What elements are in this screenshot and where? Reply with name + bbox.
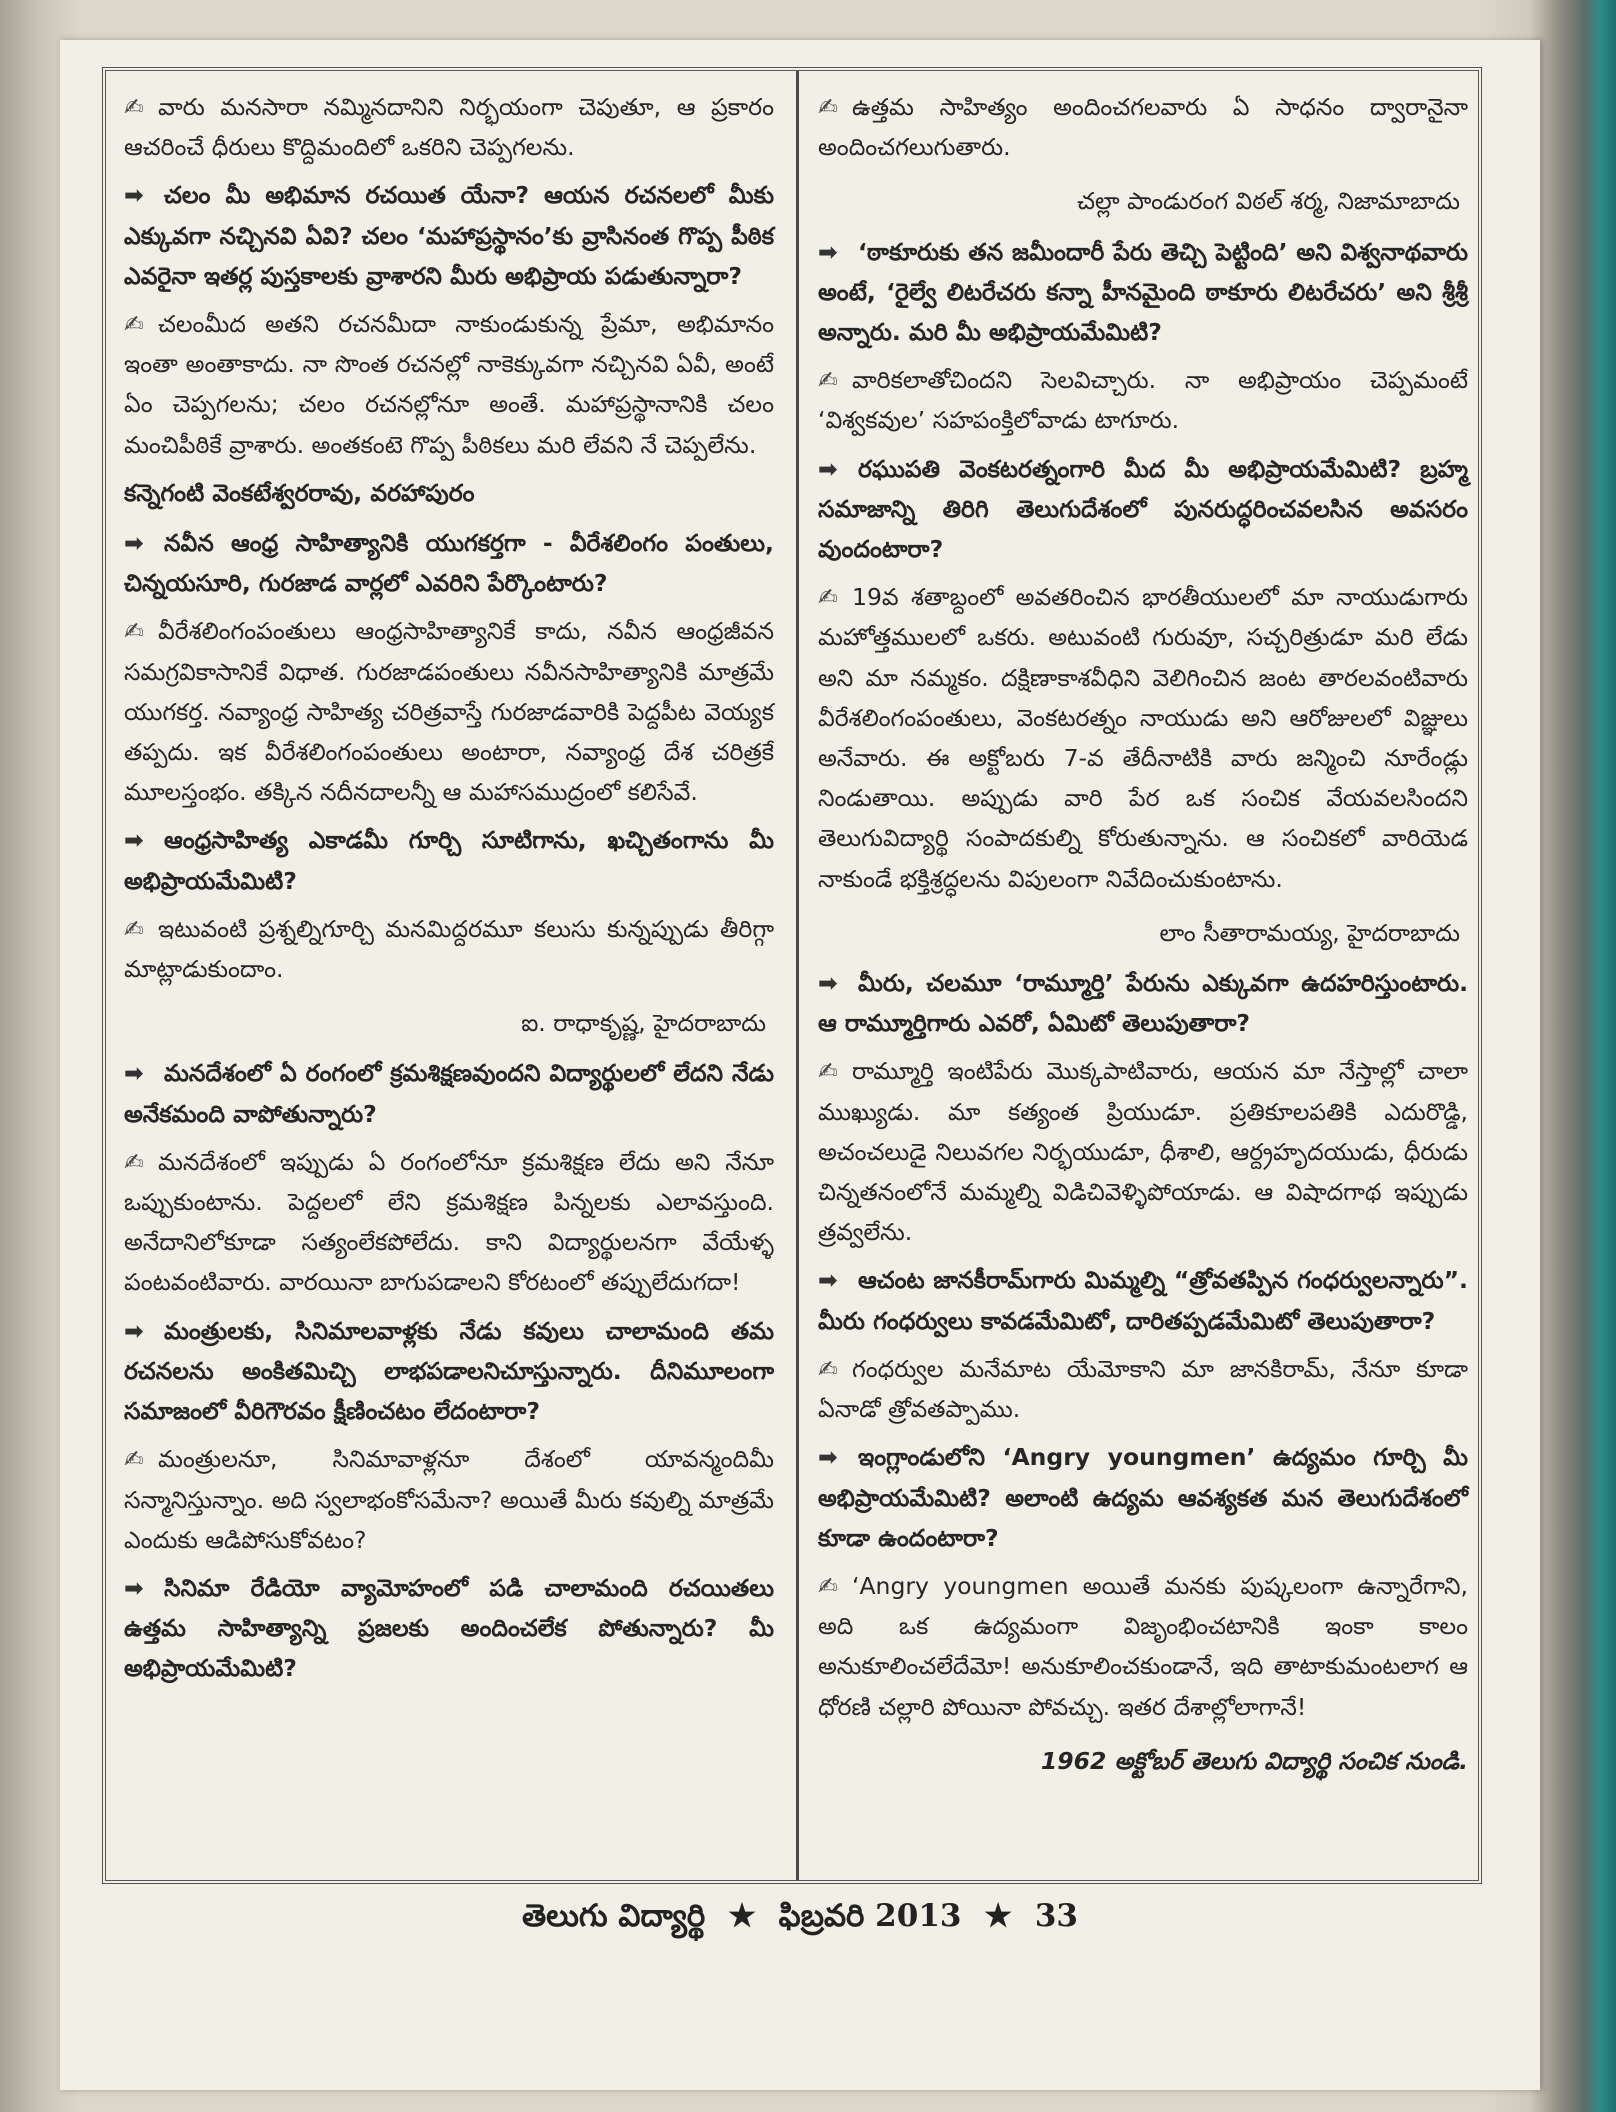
answer-text: రామ్మూర్తి ఇంటిపేరు మొక్కపాటివారు, ఆయన మా నేస్తాల్లో చాలా ముఖ్యుడు. మా కత్యంత ప్రియుడూ. ప్రతికూలపతికి ఎదురొడ్డి, అచంచలుడై నిలువగల నిర్భయుడూ, ధీశాలి, ఆర్ద్రహృదయుడు, ధీరుడు చిన్నతనంలోనే మమ్మల్ని విడిచివెళ్ళిపోయాడు. ఆ విషాదగాథ ఇప్పుడు త్రవ్వలేను.	[818, 1057, 1468, 1247]
answer-text: గంధర్వుల మనేమాట యేమోకాని మా జానకిరామ్, నేనూ కూడా ఏనాడో త్రోవతప్పాము.	[818, 1354, 1468, 1424]
answer-text: వారికలాతోచిందని సెలవిచ్చారు. నా అభిప్రాయం చెప్పమంటే ‘విశ్వకవుల’ సహపంక్తిలోవాడు టాగూరు.	[818, 366, 1468, 435]
question-paragraph	[124, 1311, 774, 1432]
pen-icon: ✍	[124, 1445, 144, 1474]
issue-date: ఫిబ్రవరి 2013	[778, 1898, 962, 1934]
arrow-icon: ➡	[124, 1573, 144, 1602]
page-number: 33	[1034, 1898, 1078, 1934]
answer-text: మంత్రులనూ, సినిమావాళ్లనూ దేశంలో యావన్మందిమీ సన్మానిస్తున్నాం. అది స్వలాభంకోసమేనా? అయితే మీరు కవుల్ని మాత్రమే ఎందుకు ఆడిపోసుకోవటం?	[124, 1445, 774, 1554]
question-text: ఇంగ్లాండులోని ‘Angry youngmen’ ఉద్యమం గూర్చి మీ అభిప్రాయమేమిటి? అలాంటి ఉద్యమ ఆవశ్యకత మన తెలుగుదేశంలో కూడా ఉందంటారా?	[818, 1443, 1468, 1552]
magazine-page	[60, 40, 1540, 2090]
question-paragraph	[124, 523, 774, 603]
answer-text: మనదేశంలో ఇప్పుడు ఏ రంగంలోనూ క్రమశిక్షణ లేదు అని నేనూ ఒప్పుకుంటాను. పెద్దలలో లేని క్రమశిక్షణ పిన్నలకు ఎలావస్తుంది. అనేదానిలోకూడా సత్యంలేకపోలేదు. కాని విద్యార్థులనగా వేయేళ్ళ పంటవంటివారు. వారయినా బాగుపడాలని కోరటంలో తప్పులేదుగదా!	[124, 1147, 774, 1297]
question-paragraph	[818, 449, 1468, 570]
question-text: మనదేశంలో ఏ రంగంలో క్రమశిక్షణవుందని విద్యార్థులలో లేదని నేడు అనేకమంది వాపోతున్నారు?	[124, 1059, 774, 1128]
arrow-icon: ➡	[818, 237, 838, 266]
arrow-icon: ➡	[124, 826, 144, 855]
pen-icon: ✍	[818, 366, 838, 395]
question-paragraph	[124, 820, 774, 900]
answer-text: ఉత్తమ సాహిత్యం అందించగలవారు ఏ సాధనం ద్వారానైనా అందించగలుగుతారు.	[818, 93, 1468, 162]
pen-icon: ✍	[124, 93, 144, 121]
pen-icon: ✍	[818, 1571, 838, 1600]
pen-icon: ✍	[124, 1147, 144, 1176]
question-paragraph	[818, 1437, 1468, 1558]
answer-paragraph	[124, 87, 774, 167]
magazine-name: తెలుగు విద్యార్థి	[522, 1898, 706, 1934]
question-text: మంత్రులకు, సినిమాలవాళ్లకు నేడు కవులు చాలామంది తమ రచనలను అంకితమిచ్చి లాభపడాలనిచూస్తున్నారు. దీనిమూలంగా సమాజంలో వీరిగౌరవం క్షీణించటం లేదంటారా?	[124, 1316, 774, 1426]
arrow-icon: ➡	[818, 1266, 838, 1295]
pen-icon: ✍	[818, 1057, 838, 1086]
star-separator-1: ★	[728, 1898, 756, 1934]
question-text: ఆంధ్రసాహిత్య ఎకాడమీ గూర్చి సూటిగాను, ఖచ్చితంగాను మీ అభిప్రాయమేమిటి?	[124, 826, 774, 895]
answer-paragraph	[818, 1566, 1468, 1727]
answer-paragraph	[818, 87, 1468, 167]
answer-paragraph	[818, 577, 1468, 899]
right-column	[818, 87, 1468, 1789]
answer-paragraph	[124, 1142, 774, 1303]
questioner-signature: చల్లా పాండురంగ విఠల్ శర్మ, నిజామాబాదు	[1077, 187, 1460, 216]
pen-icon: ✍	[818, 1354, 838, 1383]
page-footer	[60, 1898, 1540, 1941]
arrow-icon: ➡	[818, 1443, 838, 1472]
answer-paragraph	[818, 360, 1468, 440]
source-note: 1962 అక్టోబర్ తెలుగు విద్యార్థి సంచిక నుండి.	[1040, 1746, 1468, 1775]
question-paragraph	[124, 1568, 774, 1689]
questioner-signature: ఐ. రాధాకృష్ణ, హైదరాబాదు	[521, 1009, 766, 1038]
answer-text: వారు మనసారా నమ్మినదానిని నిర్భయంగా చెపుతూ, ఆ ప్రకారం ఆచరించే ధీరులు కొద్దిమందిలో ఒకరిని చెప్పగలను.	[124, 93, 774, 162]
question-text: నవీన ఆంధ్ర సాహిత్యానికి యుగకర్తగా - వీరేశలింగం పంతులు, చిన్నయసూరి, గురజాడ వార్లలో ఎవరిని పేర్కొంటారు?	[124, 529, 774, 598]
answer-paragraph	[124, 909, 774, 989]
question-paragraph	[818, 232, 1468, 353]
pen-icon: ✍	[124, 617, 144, 646]
column-divider	[796, 71, 799, 1880]
answer-text: చలంమీద అతని రచనమీదా నాకుండుకున్న ప్రేమా, అభిమానం ఇంతా అంతాకాదు. నా సొంత రచనల్లో నాకెక్కువగా నచ్చినవి ఏవీ, అంటే ఏం చెప్పగలను; చలం రచనల్లోనూ అంతే. మహాప్రస్థానానికి చలం మంచిపీఠికే వ్రాశారు. అంతకంటె గొప్ప పీఠికలు మరి లేవని నే చెప్పలేను.	[124, 310, 774, 459]
arrow-icon: ➡	[818, 969, 838, 998]
arrow-icon: ➡	[124, 1059, 144, 1088]
question-text: రఘుపతి వెంకటరత్నంగారి మీద మీ అభిప్రాయమేమిటి? బ్రహ్మ సమాజాన్ని తిరిగి తెలుగుదేశంలో పునరుద్ధరించవలసిన అవసరం వుందంటారా?	[818, 454, 1468, 564]
question-paragraph	[818, 963, 1468, 1043]
answer-text: వీరేశలింగంపంతులు ఆంధ్రసాహిత్యానికే కాదు, నవీన ఆంధ్రజీవన సమగ్రవికాసానికే విధాత. గురజాడపంతులు నవీనసాహిత్యానికి మాత్రమే యుగకర్త. నవ్యాంధ్ర సాహిత్య చరిత్రవాస్తే గురజాడవారికి పెద్దపీట వెయ్యక తప్పదు. ఇక వీరేశలింగంపంతులు అంటారా, నవ్యాంధ్ర దేశ చరిత్రకే మూలస్తంభం. తక్కిన నదీనదాలన్నీ ఆ మహాసముద్రంలో కలిసేవే.	[124, 617, 774, 807]
left-column	[124, 87, 774, 1697]
pen-icon: ✍	[818, 583, 838, 612]
arrow-icon: ➡	[818, 454, 838, 483]
answer-paragraph	[818, 1051, 1468, 1252]
question-text: ‘ఠాకూరుకు తన జమీందారీ పేరు తెచ్చి పెట్టింది’ అని విశ్వనాథవారు అంటే, ‘రైల్వే లిటరేచరు కన్నా హీనమైంది ఠాకూరు లిటరేచరు’ అని శ్రీశ్రీ అన్నారు. మరి మీ అభిప్రాయమేమిటి?	[818, 237, 1468, 347]
question-text: చలం మీ అభిమాన రచయిత యేనా? ఆయన రచనలలో మీకు ఎక్కువగా నచ్చినవి ఏవి? చలం ‘మహాప్రస్థానం’కు వ్రాసినంత గొప్ప పీఠిక ఎవరైనా ఇతర్ల పుస్తకాలకు వ్రాశారని మీరు అభిప్రాయ పడుతున్నారా?	[124, 181, 774, 290]
answer-text: ఇటువంటి ప్రశ్నల్నిగూర్చి మనమిద్దరమూ కలుసు కున్నప్పుడు తీరిగ్గా మాట్లాడుకుందాం.	[124, 914, 774, 984]
text-frame	[102, 67, 1482, 1884]
question-text: ఆచంట జానకీరామ్‌గారు మిమ్మల్ని “త్రోవతప్పిన గంధర్వులన్నారు”. మీరు గంధర్వులు కావడమేమిటో, దారితప్పడమేమిటో తెలుపుతారా?	[818, 1266, 1468, 1335]
questioner-signature: కన్నెగంటి వెంకటేశ్వరరావు, వరహాపురం	[124, 478, 475, 507]
answer-paragraph	[124, 611, 774, 812]
answer-text: ‘Angry youngmen అయితే మనకు పుష్కలంగా ఉన్నారేగాని, అది ఒక ఉద్యమంగా విజృంభించటానికి ఇంకా కాలం అనుకూలించలేదేమో! అనుకూలించకుండానే, ఇది తాటాకుమంటలాగ ఆ ధోరణి చల్లారి పోయినా పోవచ్చు. ఇతర దేశాల్లోలాగానే!	[818, 1571, 1468, 1721]
question-text: మీరు, చలమూ ‘రామ్మూర్తి’ పేరును ఎక్కువగా ఉదహరిస్తుంటారు. ఆ రామ్మూర్తిగారు ఎవరో, ఏమిటో తెలుపుతారా?	[818, 969, 1468, 1038]
answer-paragraph	[124, 304, 774, 465]
pen-icon: ✍	[124, 914, 144, 943]
question-paragraph	[124, 1053, 774, 1133]
pen-icon: ✍	[818, 93, 838, 121]
question-paragraph	[818, 1260, 1468, 1340]
answer-text: 19వ శతాబ్దంలో అవతరించిన భారతీయులలో మా నాయుడుగారు మహోత్తములలో ఒకరు. అటువంటి గురువూ, సచ్చరిత్రుడూ మరి లేడు అని మా నమ్మకం. దక్షిణాకాశవీధిని వెలిగించిన జంట తారలవంటివారు వీరేశలింగంపంతులు, వెంకటరత్నం నాయుడు అని ఆరోజులలో విజ్ఞులు అనేవారు. ఈ అక్టోబరు 7-వ తేదీనాటికి వారు జన్మించి నూరేండ్లు నిండుతాయి. అప్పుడు వారి పేర ఒక సంచిక వేయవలసిందని తెలుగువిద్యార్థి సంపాదకుల్ని కోరుతున్నాను. ఆ సంచికలో వారియెడ నాకుండే భక్తిశ్రద్ధలను విపులంగా నివేదించుకుంటాను.	[818, 583, 1468, 893]
star-separator-2: ★	[984, 1898, 1013, 1934]
arrow-icon: ➡	[124, 1316, 144, 1345]
arrow-icon: ➡	[124, 181, 144, 210]
answer-paragraph	[818, 1349, 1468, 1429]
answer-paragraph	[124, 1439, 774, 1560]
arrow-icon: ➡	[124, 529, 144, 558]
question-paragraph	[124, 175, 774, 296]
question-text: సినిమా రేడియో వ్యామోహంలో పడి చాలామంది రచయితలు ఉత్తమ సాహిత్యాన్ని ప్రజలకు అందించలేక పోతున్నారు? మీ అభిప్రాయమేమిటి?	[124, 1573, 774, 1683]
pen-icon: ✍	[124, 310, 144, 339]
questioner-signature: లాం సీతారామయ్య, హైదరాబాదు	[1159, 918, 1460, 947]
